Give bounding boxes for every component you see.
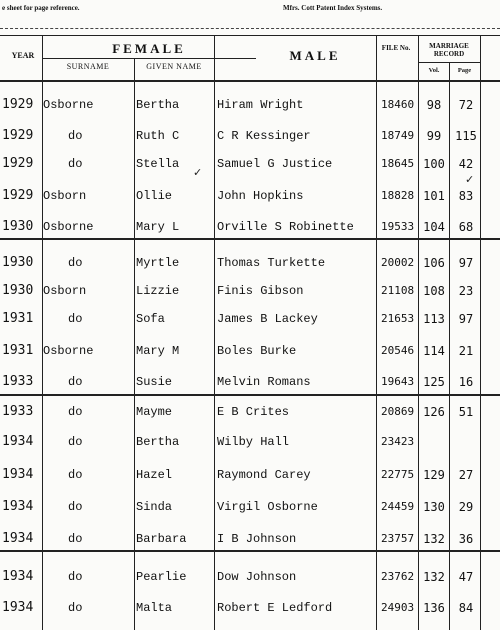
file-number-cell: 18749: [381, 129, 415, 142]
surname-cell: Osborn: [43, 189, 87, 203]
check-mark: ✓: [465, 174, 475, 186]
volume-cell: 100: [423, 157, 445, 171]
page-cell: 84: [458, 601, 474, 615]
surname-cell: do: [68, 375, 83, 389]
male-name-cell: John Hopkins: [217, 189, 304, 203]
given-name-cell: Susie: [136, 375, 173, 389]
surname-cell: do: [68, 312, 83, 326]
page-cell: 29: [458, 500, 474, 514]
header-top-rule: [0, 35, 500, 36]
surname-cell: do: [68, 570, 83, 584]
given-name-cell: Mary M: [136, 344, 180, 358]
page-cell: 27: [458, 468, 474, 482]
page-header: Page: [457, 67, 472, 74]
file-number-cell: 22775: [381, 468, 415, 481]
file-number-cell: 19533: [381, 220, 415, 233]
surname-cell: Osborne: [43, 98, 94, 112]
male-name-cell: Wilby Hall: [217, 435, 290, 449]
surname-cell: Osborne: [43, 344, 94, 358]
given-name-cell: Ruth C: [136, 129, 180, 143]
record-row: [0, 279, 500, 303]
file-no-header: FILE No.: [381, 44, 411, 52]
male-name-cell: Samuel G Justice: [217, 157, 333, 171]
record-row: [0, 307, 500, 331]
page-cell: 16: [458, 375, 474, 389]
male-name-cell: Dow Johnson: [217, 570, 297, 584]
page-cell: 83: [458, 189, 474, 203]
sheet-reference-note: e sheet for page reference.: [2, 4, 80, 12]
female-subheader-rule: [42, 58, 256, 59]
page-cell: 21: [458, 344, 474, 358]
volume-cell: 104: [423, 220, 445, 234]
volume-cell: 130: [423, 500, 445, 514]
page-cell: 97: [458, 256, 474, 270]
male-name-cell: E B Crites: [217, 405, 290, 419]
volume-cell: 126: [423, 405, 445, 419]
year-cell: 1934: [2, 569, 34, 584]
record-row: [0, 430, 500, 454]
year-cell: 1931: [2, 311, 34, 326]
vol-header: Vol.: [428, 67, 440, 74]
given-name-cell: Hazel: [136, 468, 173, 482]
file-number-cell: 20002: [381, 256, 415, 269]
surname-cell: Osborn: [43, 284, 87, 298]
volume-cell: 106: [423, 256, 445, 270]
given-name-cell: Lizzie: [136, 284, 180, 298]
record-row: [0, 152, 500, 176]
year-cell: 1929: [2, 128, 34, 143]
record-row: [0, 184, 500, 208]
year-cell: 1934: [2, 600, 34, 615]
year-cell: 1930: [2, 283, 34, 298]
given-name-cell: Stella: [136, 157, 180, 171]
given-name-cell: Mayme: [136, 405, 173, 419]
record-row: [0, 370, 500, 394]
surname-cell: do: [68, 405, 83, 419]
header-bottom-rule: [0, 80, 500, 82]
given-name-cell: Mary L: [136, 220, 180, 234]
volume-cell: 114: [423, 344, 445, 358]
page-cell: 68: [458, 220, 474, 234]
file-number-cell: 19643: [381, 375, 415, 388]
year-cell: 1929: [2, 156, 34, 171]
year-cell: 1933: [2, 374, 34, 389]
male-name-cell: Boles Burke: [217, 344, 297, 358]
group-rule: [0, 394, 500, 396]
volume-cell: 113: [423, 312, 445, 326]
file-number-cell: 18828: [381, 189, 415, 202]
record-row: [0, 251, 500, 275]
volume-cell: 98: [426, 98, 442, 112]
file-number-cell: 18460: [381, 98, 415, 111]
volume-cell: 101: [423, 189, 445, 203]
year-header: YEAR: [11, 51, 35, 60]
given-name-cell: Sinda: [136, 500, 173, 514]
file-number-cell: 20869: [381, 405, 415, 418]
given-name-cell: Malta: [136, 601, 173, 615]
marriage-record-header: MARRIAGE RECORD: [429, 42, 469, 58]
record-row: [0, 596, 500, 620]
surname-header: SURNAME: [66, 62, 110, 71]
surname-cell: do: [68, 157, 83, 171]
male-name-cell: Orville S Robinette: [217, 220, 354, 234]
surname-cell: do: [68, 435, 83, 449]
given-name-cell: Sofa: [136, 312, 165, 326]
male-name-cell: Thomas Turkette: [217, 256, 326, 270]
file-number-cell: 23423: [381, 435, 415, 448]
volume-cell: 99: [426, 129, 442, 143]
year-cell: 1930: [2, 255, 34, 270]
page-cell: 51: [458, 405, 474, 419]
record-row: [0, 339, 500, 363]
record-row: [0, 527, 500, 551]
year-cell: 1934: [2, 499, 34, 514]
year-cell: 1929: [2, 97, 34, 112]
male-name-cell: Virgil Osborne: [217, 500, 318, 514]
file-number-cell: 18645: [381, 157, 415, 170]
male-name-cell: Hiram Wright: [217, 98, 304, 112]
year-cell: 1934: [2, 531, 34, 546]
record-row: [0, 495, 500, 519]
female-header: FEMALE: [112, 41, 186, 56]
given-name-cell: Bertha: [136, 435, 180, 449]
surname-cell: do: [68, 500, 83, 514]
surname-cell: Osborne: [43, 220, 94, 234]
page-cell: 42: [458, 157, 474, 171]
file-number-cell: 24903: [381, 601, 415, 614]
year-cell: 1931: [2, 343, 34, 358]
page-cell: 23: [458, 284, 474, 298]
year-cell: 1934: [2, 467, 34, 482]
volume-cell: [419, 430, 449, 454]
given-name-cell: Myrtle: [136, 256, 180, 270]
surname-cell: do: [68, 601, 83, 615]
page-cell: 97: [458, 312, 474, 326]
surname-cell: do: [68, 468, 83, 482]
page-cell: 72: [458, 98, 474, 112]
volume-cell: 132: [423, 532, 445, 546]
surname-cell: do: [68, 129, 83, 143]
given-name-cell: Barbara: [136, 532, 187, 546]
year-cell: 1934: [2, 434, 34, 449]
file-number-cell: 21653: [381, 312, 415, 325]
file-number-cell: 21108: [381, 284, 415, 297]
record-row: [0, 215, 500, 239]
record-row: [0, 400, 500, 424]
surname-cell: do: [68, 532, 83, 546]
volume-cell: 125: [423, 375, 445, 389]
volume-cell: 108: [423, 284, 445, 298]
file-number-cell: 20546: [381, 344, 415, 357]
given-name-cell: Ollie: [136, 189, 173, 203]
page-cell: [451, 430, 481, 454]
record-row: [0, 565, 500, 589]
volume-cell: 132: [423, 570, 445, 584]
male-name-cell: I B Johnson: [217, 532, 297, 546]
manufacturer-note: Mfrs. Cott Patent Index Systems.: [283, 4, 383, 12]
perforation-line: [0, 28, 500, 29]
male-name-cell: James B Lackey: [217, 312, 318, 326]
year-cell: 1933: [2, 404, 34, 419]
male-name-cell: Finis Gibson: [217, 284, 304, 298]
page-cell: 115: [455, 129, 477, 143]
male-name-cell: Melvin Romans: [217, 375, 311, 389]
file-number-cell: 23762: [381, 570, 415, 583]
record-row: [0, 124, 500, 148]
page-cell: 47: [458, 570, 474, 584]
year-cell: 1930: [2, 219, 34, 234]
surname-cell: do: [68, 256, 83, 270]
volume-cell: 136: [423, 601, 445, 615]
check-mark: ✓: [193, 167, 203, 179]
page-cell: 36: [458, 532, 474, 546]
volume-cell: 129: [423, 468, 445, 482]
male-name-cell: Raymond Carey: [217, 468, 311, 482]
record-row: [0, 93, 500, 117]
given-name-cell: Bertha: [136, 98, 180, 112]
record-row: [0, 463, 500, 487]
given-name-header: GIVEN NAME: [146, 62, 202, 71]
male-name-cell: Robert E Ledford: [217, 601, 333, 615]
given-name-cell: Pearlie: [136, 570, 187, 584]
file-number-cell: 24459: [381, 500, 415, 513]
year-cell: 1929: [2, 188, 34, 203]
file-number-cell: 23757: [381, 532, 415, 545]
male-name-cell: C R Kessinger: [217, 129, 311, 143]
male-header: MALE: [289, 48, 341, 63]
